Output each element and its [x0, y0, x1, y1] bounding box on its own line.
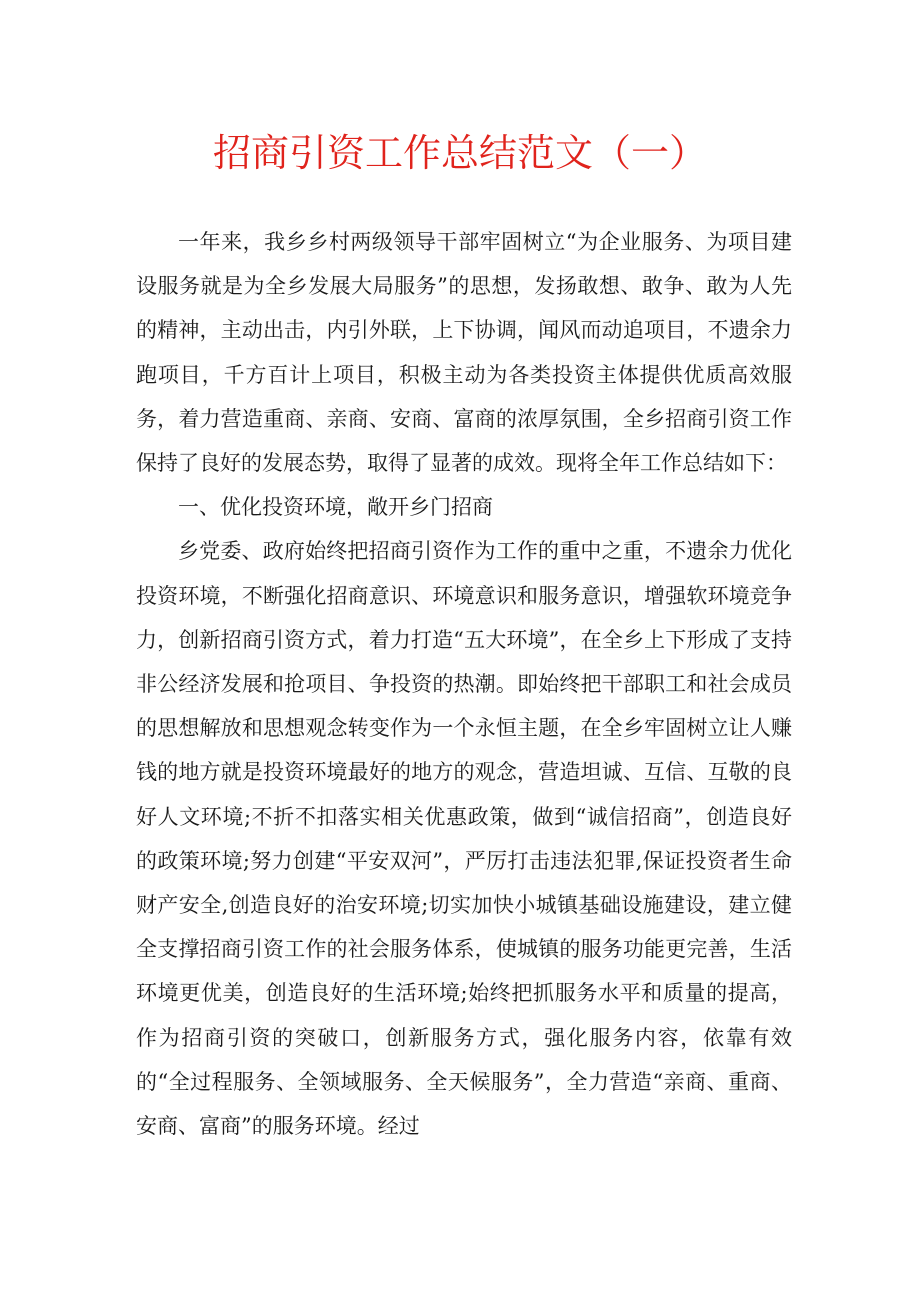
document-title: 招商引资工作总结范文（一） [212, 131, 707, 175]
paragraph-section-1: 乡党委、政府始终把招商引资作为工作的重中之重，不遗余力优化投资环境，不断强化招商意识、环境意识和服务意识，增强软环境竞争力，创新招商引资方式，着力打造“五大环境”，在全乡上下形成了支持非公经济发展和抢项目、争投资的热潮。即始终把干部职工和社会成员的思想解放和思想观念转变作为一个永恒主题，在全乡牢固树立让人赚钱的地方就是投资环境最好的地方的观念，营造坦诚、互信、互敬的良好人文环境;不折不扣落实相关优惠政策，做到“诚信招商”，创造良好的政策环境;努力创建“平安双河”，严厉打击违法犯罪,保证投资者生命财产安全,创造良好的治安环境;切实加快小城镇基础设施建设，建立健全支撑招商引资工作的社会服务体系，使城镇的服务功能更完善，生活环境更优美，创造良好的生活环境;始终把抓服务水平和质量的提高，作为招商引资的突破口，创新服务方式，强化服务内容，依靠有效的“全过程服务、全领域服务、全天候服务”，全力营造“亲商、重商、安商、富商”的服务环境。经过 [136, 539, 792, 1139]
section-heading-1: 一、优化投资环境，敞开乡门招商 [178, 495, 493, 520]
document-body [136, 220, 792, 1148]
paragraph-intro: 一年来，我乡乡村两级领导干部牢固树立“为企业服务、为项目建设服务就是为全乡发展大局服务”的思想，发扬敢想、敢争、敢为人先的精神，主动出击，内引外联，上下协调，闻风而动追项目，不遗余力跑项目，千方百计上项目，积极主动为各类投资主体提供优质高效服务，着力营造重商、亲商、安商、富商的浓厚氛围，全乡招商引资工作保持了良好的发展态势，取得了显著的成效。现将全年工作总结如下： [136, 230, 792, 476]
